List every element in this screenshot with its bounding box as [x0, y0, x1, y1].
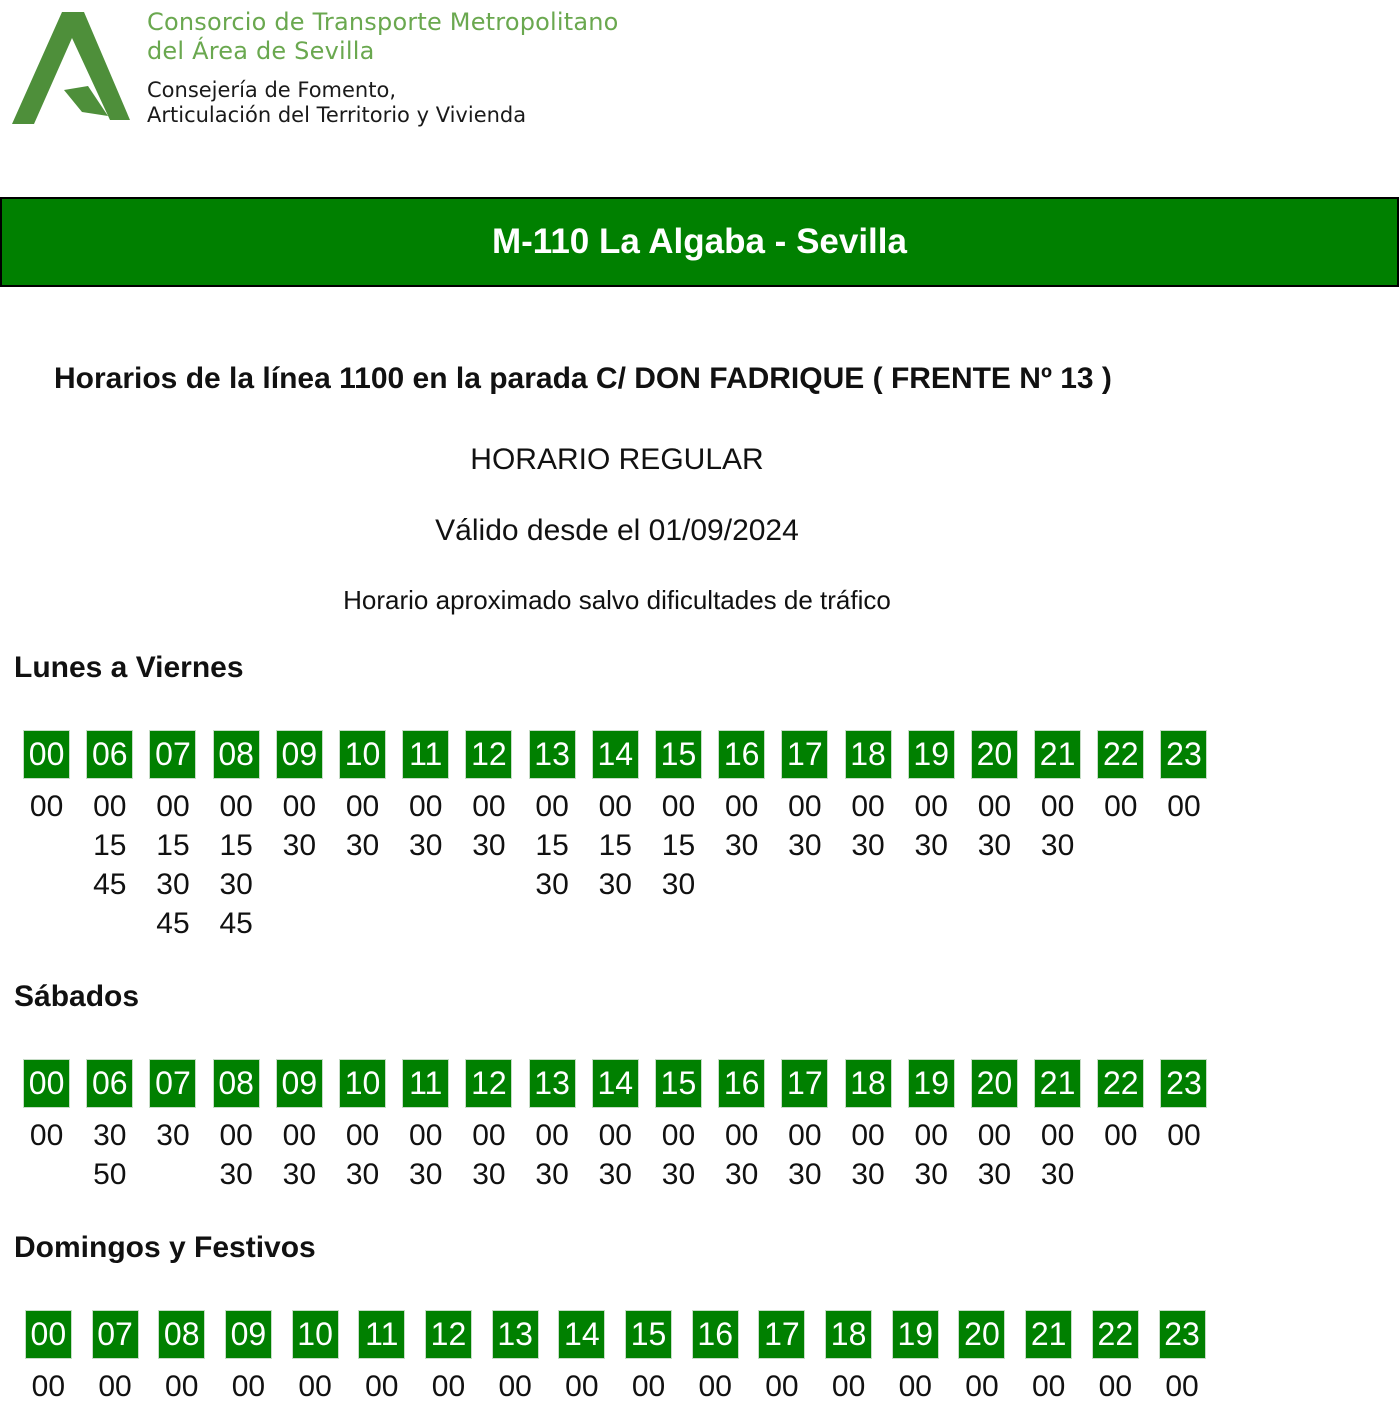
hour-cell: 22	[1092, 1310, 1139, 1359]
minute-value: 30	[977, 829, 1012, 862]
hour-cell: 08	[213, 1059, 260, 1108]
minute-value: 15	[535, 829, 569, 862]
hour-cell: 22	[1097, 730, 1144, 779]
minute-value: 00	[535, 790, 569, 823]
hour-cell: 12	[425, 1310, 472, 1359]
hour-column	[78, 1059, 141, 1194]
hour-cell: 14	[558, 1310, 605, 1359]
minute-value: 00	[282, 1119, 317, 1152]
hour-cell: 23	[1159, 1310, 1206, 1359]
minute-value: 00	[977, 790, 1012, 823]
minute-value: 00	[365, 1370, 399, 1403]
minute-value: 00	[156, 790, 190, 823]
hour-column	[710, 730, 773, 943]
hour-column	[836, 730, 899, 943]
hour-column	[963, 1059, 1026, 1194]
minute-value: 30	[156, 868, 190, 901]
hour-cell: 00	[25, 1310, 72, 1359]
hour-column	[773, 730, 836, 943]
hour-column	[749, 1310, 816, 1406]
minute-value: 00	[1104, 1119, 1138, 1152]
hour-cell: 11	[402, 730, 449, 779]
hour-cell: 16	[692, 1310, 739, 1359]
minute-value: 30	[535, 868, 569, 901]
minute-value: 00	[93, 790, 127, 823]
hour-cell: 20	[971, 730, 1018, 779]
minute-value: 30	[219, 1158, 253, 1191]
minute-value: 00	[765, 1370, 799, 1403]
hour-column	[394, 730, 457, 943]
minute-value: 30	[1040, 829, 1075, 862]
hour-cell: 11	[402, 1059, 449, 1108]
hour-column	[15, 1310, 82, 1406]
valid-from: Válido desde el 01/09/2024	[435, 514, 799, 547]
hour-column	[141, 1059, 204, 1194]
saturday-timetable	[15, 1059, 1216, 1194]
minute-value: 30	[345, 1158, 380, 1191]
hour-column	[647, 1059, 710, 1194]
minute-value: 30	[93, 1119, 127, 1152]
minute-value: 30	[409, 1158, 443, 1191]
hour-cell: 08	[158, 1310, 205, 1359]
minute-value: 00	[431, 1370, 466, 1403]
hour-cell: 15	[655, 1059, 702, 1108]
minute-value: 00	[1040, 790, 1075, 823]
hour-cell: 18	[825, 1310, 872, 1359]
minute-value: 00	[698, 1370, 732, 1403]
minute-value: 45	[219, 907, 253, 940]
hour-cell: 21	[1034, 730, 1081, 779]
minute-value: 30	[219, 868, 253, 901]
minute-value: 00	[851, 1119, 885, 1152]
hour-cell: 17	[758, 1310, 805, 1359]
minute-value: 50	[93, 1158, 127, 1191]
minute-value: 30	[282, 829, 317, 862]
minute-value: 00	[1098, 1370, 1133, 1403]
minute-value: 30	[156, 1119, 190, 1152]
hour-column	[268, 730, 331, 943]
minute-value: 30	[851, 1158, 885, 1191]
hour-column	[331, 1059, 394, 1194]
minute-value: 00	[29, 1119, 64, 1152]
hour-column	[415, 1310, 482, 1406]
hour-cell: 08	[213, 730, 260, 779]
hour-column	[949, 1310, 1016, 1406]
hour-column	[963, 730, 1026, 943]
hour-cell: 00	[23, 730, 70, 779]
hour-cell: 06	[86, 730, 133, 779]
minute-value: 00	[598, 790, 632, 823]
minute-value: 30	[724, 829, 759, 862]
minute-value: 00	[31, 1370, 66, 1403]
line-title: M-110 La Algaba - Sevilla	[492, 222, 907, 261]
hour-column	[1026, 1059, 1089, 1194]
minute-value: 00	[724, 1119, 759, 1152]
hour-cell: 21	[1025, 1310, 1072, 1359]
minute-value: 30	[535, 1158, 569, 1191]
minute-value: 00	[898, 1370, 932, 1403]
minute-value: 30	[724, 1158, 759, 1191]
minute-value: 15	[661, 829, 696, 862]
hour-column	[268, 1059, 331, 1194]
hour-column	[205, 730, 268, 943]
hour-cell: 16	[718, 1059, 765, 1108]
hour-column	[215, 1310, 282, 1406]
minute-value: 00	[977, 1119, 1012, 1152]
hour-cell: 15	[655, 730, 702, 779]
minute-value: 00	[914, 790, 948, 823]
hour-cell: 09	[276, 1059, 323, 1108]
hour-column	[15, 1059, 78, 1194]
minute-value: 00	[661, 1119, 696, 1152]
hour-column	[1015, 1310, 1082, 1406]
stop-title: Horarios de la línea 1100 en la parada C/ DON FADRIQUE ( FRENTE Nº 13 )	[54, 362, 1112, 395]
minute-value: 00	[1167, 1119, 1201, 1152]
hour-column	[82, 1310, 149, 1406]
hour-column	[900, 730, 963, 943]
hour-cell: 07	[92, 1310, 139, 1359]
minute-value: 00	[498, 1370, 532, 1403]
hour-cell: 11	[358, 1310, 405, 1359]
minute-value: 00	[231, 1370, 266, 1403]
minute-value: 30	[409, 829, 443, 862]
minute-value: 30	[472, 829, 506, 862]
minute-value: 30	[345, 829, 380, 862]
minute-value: 00	[1165, 1370, 1199, 1403]
hour-column	[1152, 1059, 1215, 1194]
department-line1: Consejería de Fomento,	[147, 77, 396, 102]
minute-value: 00	[661, 790, 696, 823]
minute-value: 00	[345, 1119, 380, 1152]
hour-cell: 23	[1160, 730, 1207, 779]
minute-value: 00	[472, 1119, 506, 1152]
hour-column	[1149, 1310, 1216, 1406]
hour-cell: 18	[845, 1059, 892, 1108]
minute-value: 15	[219, 829, 253, 862]
hour-cell: 21	[1034, 1059, 1081, 1108]
minute-value: 00	[1167, 790, 1201, 823]
minute-value: 15	[93, 829, 127, 862]
minute-value: 00	[1031, 1370, 1066, 1403]
hour-cell: 09	[276, 730, 323, 779]
minute-value: 00	[219, 790, 253, 823]
hour-column	[205, 1059, 268, 1194]
hour-column	[710, 1059, 773, 1194]
minute-value: 15	[598, 829, 632, 862]
hour-column	[394, 1059, 457, 1194]
minute-value: 00	[472, 790, 506, 823]
minute-value: 00	[788, 790, 822, 823]
org-name-line1: Consorcio de Transporte Metropolitano	[147, 8, 619, 36]
hour-column	[1152, 730, 1215, 943]
line-banner	[0, 197, 1399, 287]
minute-value: 00	[298, 1370, 332, 1403]
hour-column	[457, 730, 520, 943]
org-name-line2: del Área de Sevilla	[147, 36, 375, 65]
hour-column	[815, 1310, 882, 1406]
hour-cell: 13	[529, 1059, 576, 1108]
minute-value: 00	[409, 1119, 443, 1152]
hour-column	[682, 1310, 749, 1406]
hour-cell: 13	[492, 1310, 539, 1359]
hour-column	[482, 1310, 549, 1406]
minute-value: 00	[831, 1370, 866, 1403]
minute-value: 00	[788, 1119, 822, 1152]
minute-value: 00	[1040, 1119, 1075, 1152]
hour-column	[1082, 1310, 1149, 1406]
hour-column	[1089, 730, 1152, 943]
minute-value: 00	[535, 1119, 569, 1152]
hour-column	[15, 730, 78, 943]
minute-value: 30	[472, 1158, 506, 1191]
hour-column	[836, 1059, 899, 1194]
minute-value: 00	[29, 790, 64, 823]
section-title-saturdays: Sábados	[14, 980, 140, 1013]
minute-value: 00	[165, 1370, 199, 1403]
hour-cell: 17	[781, 1059, 828, 1108]
hour-cell: 07	[149, 730, 196, 779]
hour-cell: 12	[465, 730, 512, 779]
hour-cell: 20	[958, 1310, 1005, 1359]
hour-cell: 12	[465, 1059, 512, 1108]
hour-cell: 19	[892, 1310, 939, 1359]
hour-column	[331, 730, 394, 943]
minute-value: 15	[156, 829, 190, 862]
hour-cell: 20	[971, 1059, 1018, 1108]
traffic-disclaimer: Horario aproximado salvo dificultades de tráfico	[343, 585, 891, 615]
hour-cell: 10	[339, 1059, 386, 1108]
hour-cell: 19	[908, 730, 955, 779]
hour-cell: 23	[1160, 1059, 1207, 1108]
hour-cell: 13	[529, 730, 576, 779]
hour-cell: 14	[592, 730, 639, 779]
minute-value: 30	[282, 1158, 317, 1191]
minute-value: 30	[661, 868, 696, 901]
hour-cell: 22	[1097, 1059, 1144, 1108]
minute-value: 00	[282, 790, 317, 823]
minute-value: 00	[914, 1119, 948, 1152]
minute-value: 30	[598, 868, 632, 901]
minute-value: 30	[1040, 1158, 1075, 1191]
minute-value: 00	[851, 790, 885, 823]
hour-column	[1026, 730, 1089, 943]
hour-column	[282, 1310, 349, 1406]
minute-value: 45	[93, 868, 127, 901]
minute-value: 30	[977, 1158, 1012, 1191]
minute-value: 30	[851, 829, 885, 862]
minute-value: 00	[965, 1370, 999, 1403]
hour-column	[647, 730, 710, 943]
junta-andalucia-a-logo-icon	[12, 12, 130, 124]
hour-cell: 07	[149, 1059, 196, 1108]
minute-value: 00	[598, 1119, 632, 1152]
hour-cell: 14	[592, 1059, 639, 1108]
minute-value: 30	[788, 1158, 822, 1191]
minute-value: 30	[661, 1158, 696, 1191]
hour-column	[549, 1310, 616, 1406]
minute-value: 00	[219, 1119, 253, 1152]
hour-cell: 00	[23, 1059, 70, 1108]
schedule-type: HORARIO REGULAR	[470, 443, 764, 476]
minute-value: 30	[914, 829, 948, 862]
section-title-weekdays: Lunes a Viernes	[14, 651, 244, 684]
hour-column	[348, 1310, 415, 1406]
minute-value: 30	[598, 1158, 632, 1191]
weekday-timetable	[15, 730, 1216, 943]
hour-cell: 10	[292, 1310, 339, 1359]
minute-value: 00	[345, 790, 380, 823]
hour-column	[1089, 1059, 1152, 1194]
minute-value: 00	[98, 1370, 132, 1403]
hour-cell: 16	[718, 730, 765, 779]
minute-value: 30	[914, 1158, 948, 1191]
hour-cell: 19	[908, 1059, 955, 1108]
minute-value: 00	[565, 1370, 599, 1403]
hour-column	[882, 1310, 949, 1406]
minute-value: 00	[724, 790, 759, 823]
hour-column	[78, 730, 141, 943]
organization-header	[147, 8, 619, 128]
hour-cell: 18	[845, 730, 892, 779]
hour-cell: 17	[781, 730, 828, 779]
hour-column	[615, 1310, 682, 1406]
section-title-sundays: Domingos y Festivos	[14, 1231, 316, 1264]
hour-cell: 09	[225, 1310, 272, 1359]
hour-column	[900, 1059, 963, 1194]
hour-column	[773, 1059, 836, 1194]
hour-column	[457, 1059, 520, 1194]
minute-value: 45	[156, 907, 190, 940]
minute-value: 00	[409, 790, 443, 823]
sunday-timetable	[15, 1310, 1215, 1406]
hour-column	[141, 730, 204, 943]
hour-cell: 10	[339, 730, 386, 779]
minute-value: 00	[1104, 790, 1138, 823]
hour-cell: 15	[625, 1310, 672, 1359]
hour-cell: 06	[86, 1059, 133, 1108]
minute-value: 00	[631, 1370, 666, 1403]
hour-column	[584, 730, 647, 943]
hour-column	[521, 730, 584, 943]
hour-column	[521, 1059, 584, 1194]
minute-value: 30	[788, 829, 822, 862]
hour-column	[584, 1059, 647, 1194]
department-line2: Articulación del Territorio y Vivienda	[147, 102, 527, 127]
hour-column	[148, 1310, 215, 1406]
